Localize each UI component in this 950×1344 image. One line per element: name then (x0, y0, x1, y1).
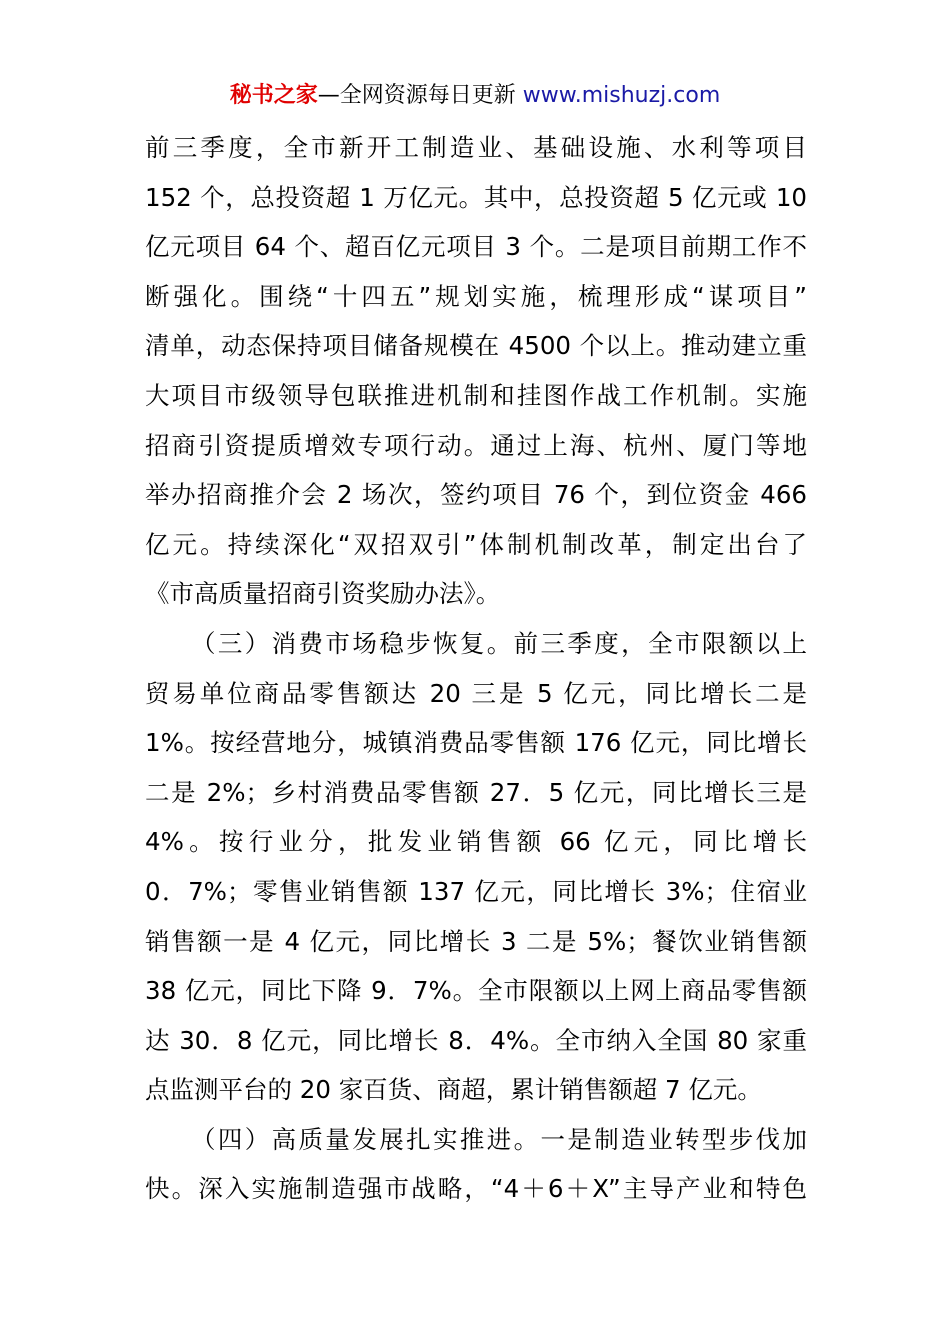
paragraph-heading-line: （四）高质量发展扎实推进。一是制造业转型步伐加 (191, 1124, 807, 1154)
document-body (145, 123, 807, 1214)
text-line: 亿元项目 64 个、超百亿元项目 3 个。二是项目前期工作不 (145, 232, 807, 262)
text-line: 0．7%；零售业销售额 137 亿元，同比增长 3%；住宿业 (145, 876, 807, 906)
text-line: 断强化。围绕“十四五”规划实施，梳理形成“谋项目” (145, 281, 807, 311)
text-line: 达 30．8 亿元，同比增长 8．4%。全市纳入全国 80 家重 (145, 1025, 807, 1055)
site-header (0, 82, 950, 110)
text-line: 大项目市级领导包联推进机制和挂图作战工作机制。实施 (145, 380, 807, 410)
site-url-link[interactable]: www.mishuzj.com (522, 83, 721, 108)
text-line: 快。深入实施制造强市战略，“4＋6＋X”主导产业和特色 (145, 1174, 807, 1204)
text-line: 销售额一是 4 亿元，同比增长 3 二是 5%；餐饮业销售额 (145, 926, 807, 956)
text-line: 二是 2%；乡村消费品零售额 27．5 亿元，同比增长三是 (145, 777, 807, 807)
text-line: 152 个，总投资超 1 万亿元。其中，总投资超 5 亿元或 10 (145, 182, 807, 212)
paragraph-heading-line: （三）消费市场稳步恢复。前三季度，全市限额以上 (191, 628, 807, 658)
text-line: 亿元。持续深化“双招双引”体制机制改革，制定出台了 (145, 529, 807, 559)
text-line: 《市高质量招商引资奖励办法》。 (145, 579, 501, 609)
text-line: 贸易单位商品零售额达 20 三是 5 亿元，同比增长二是 (145, 678, 807, 708)
text-line: 前三季度，全市新开工制造业、基础设施、水利等项目 (145, 133, 807, 162)
site-brand: 秘书之家 (229, 83, 318, 108)
text-line: 4%。按行业分，批发业销售额 66 亿元，同比增长 (145, 827, 807, 857)
text-line: 招商引资提质增效专项行动。通过上海、杭州、厦门等地 (145, 430, 807, 460)
text-line: 38 亿元，同比下降 9．7%。全市限额以上网上商品零售额 (145, 976, 807, 1006)
site-slogan: —全网资源每日更新 (317, 83, 516, 108)
text-line: 点监测平台的 20 家百货、商超，累计销售额超 7 亿元。 (145, 1075, 762, 1105)
text-line: 举办招商推介会 2 场次，签约项目 76 个，到位资金 466 (145, 480, 807, 510)
text-line: 清单，动态保持项目储备规模在 4500 个以上。推动建立重 (145, 331, 807, 361)
text-line: 1%。按经营地分，城镇消费品零售额 176 亿元，同比增长 (145, 728, 807, 758)
